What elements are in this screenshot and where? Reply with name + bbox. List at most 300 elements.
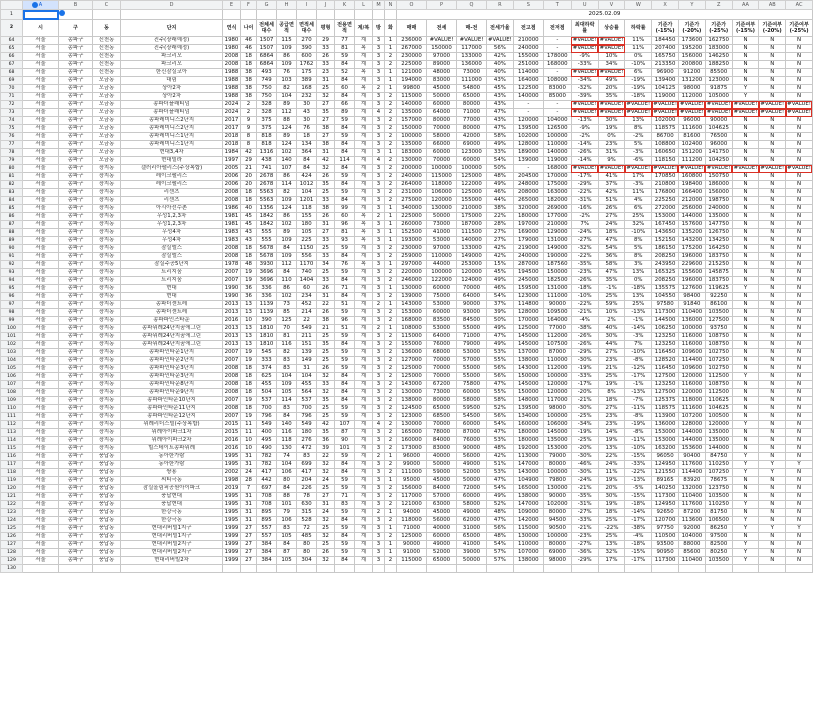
table-cell[interactable]: 2	[385, 109, 397, 117]
table-cell[interactable]: 오금동	[93, 101, 121, 109]
table-cell[interactable]: 계	[355, 373, 373, 381]
column-header-k[interactable]: K	[335, 1, 355, 10]
table-cell[interactable]: 184450	[652, 37, 679, 45]
table-cell[interactable]: 풍납동	[93, 493, 121, 501]
table-cell[interactable]: 서울	[23, 149, 59, 157]
row-number[interactable]: 1	[1, 10, 23, 20]
table-cell[interactable]: 115000	[397, 333, 427, 341]
table-cell[interactable]: 풍납현대	[121, 493, 223, 501]
table-cell[interactable]: 52%	[487, 405, 514, 413]
table-cell[interactable]: 장지동	[93, 277, 121, 285]
table-cell[interactable]: 63000	[427, 501, 457, 509]
table-cell[interactable]: N	[786, 237, 813, 245]
table-cell[interactable]: 서울	[23, 405, 59, 413]
table-cell[interactable]: 170000	[513, 317, 543, 325]
column-header-b[interactable]: B	[59, 1, 93, 10]
table-cell[interactable]: 잠실올림픽공원아이파크	[121, 485, 223, 493]
table-cell[interactable]: 3	[373, 525, 385, 533]
column-header-i[interactable]: I	[297, 1, 317, 10]
table-cell[interactable]: 0%	[598, 133, 625, 141]
table-cell[interactable]: 699	[297, 461, 317, 469]
table-cell[interactable]: 3	[373, 341, 385, 349]
table-cell[interactable]: 서울	[23, 157, 59, 165]
table-cell[interactable]: N	[732, 429, 759, 437]
table-cell[interactable]: 87	[335, 429, 355, 437]
table-cell[interactable]: 31	[241, 453, 257, 461]
table-cell[interactable]: N	[759, 293, 786, 301]
row-number[interactable]: 95	[1, 285, 23, 293]
table-cell[interactable]: 97000	[427, 53, 457, 61]
table-cell[interactable]: 149000	[457, 253, 487, 261]
table-cell[interactable]: 11	[241, 421, 257, 429]
table-cell[interactable]: N	[786, 509, 813, 517]
table-cell[interactable]: 계	[355, 357, 373, 365]
table-cell[interactable]: 153000	[397, 309, 427, 317]
table-cell[interactable]: 80	[297, 549, 317, 557]
table-cell[interactable]: 157600	[678, 221, 705, 229]
table-cell[interactable]: 121000	[397, 69, 427, 77]
table-cell[interactable]: N	[732, 493, 759, 501]
table-cell[interactable]: 152150	[652, 237, 679, 245]
table-cell[interactable]: 145000	[513, 341, 543, 349]
column-header-ab[interactable]: AB	[759, 1, 786, 10]
table-cell[interactable]: 208250	[652, 253, 679, 261]
table-cell[interactable]: 계	[355, 493, 373, 501]
table-cell[interactable]: 103500	[705, 309, 732, 317]
table-cell[interactable]: 41000	[457, 541, 487, 549]
table-cell[interactable]: 2%	[598, 317, 625, 325]
table-cell[interactable]: 송파구	[59, 397, 93, 405]
table-cell[interactable]: 송파구	[59, 325, 93, 333]
table-cell[interactable]: 27%	[598, 349, 625, 357]
table-cell[interactable]: 83000	[427, 77, 457, 85]
table-cell[interactable]: 10%	[598, 53, 625, 61]
table-cell[interactable]: 85600	[678, 549, 705, 557]
table-cell[interactable]: N	[786, 493, 813, 501]
table-cell[interactable]: 40000	[427, 453, 457, 461]
cell[interactable]	[598, 565, 625, 573]
row-number[interactable]: 118	[1, 469, 23, 477]
table-cell[interactable]: 1	[385, 37, 397, 45]
table-cell[interactable]: 97000	[427, 245, 457, 253]
table-cell[interactable]: 풍납동	[93, 557, 121, 565]
table-cell[interactable]: 108750	[705, 341, 732, 349]
table-cell[interactable]: 78000	[427, 429, 457, 437]
header-cell[interactable]: 계/복	[355, 20, 373, 37]
table-cell[interactable]: 113900	[652, 413, 679, 421]
table-cell[interactable]: 56000	[427, 517, 457, 525]
row-number[interactable]: 98	[1, 309, 23, 317]
table-cell[interactable]: 120000	[705, 421, 732, 429]
header-cell[interactable]: 단지	[121, 20, 223, 37]
column-header-d[interactable]: D	[121, 1, 223, 10]
table-cell[interactable]: 102750	[705, 365, 732, 373]
table-cell[interactable]: 서울	[23, 37, 59, 45]
table-cell[interactable]: -1%	[625, 317, 652, 325]
table-cell[interactable]: N	[786, 213, 813, 221]
table-cell[interactable]: 84	[335, 389, 355, 397]
table-cell[interactable]: 245000	[513, 277, 543, 285]
cell[interactable]	[121, 10, 223, 20]
table-cell[interactable]: 80000	[457, 125, 487, 133]
table-cell[interactable]: N	[786, 541, 813, 549]
table-cell[interactable]: 127500	[705, 317, 732, 325]
table-cell[interactable]: 55000	[457, 365, 487, 373]
table-cell[interactable]: N	[732, 133, 759, 141]
table-cell[interactable]: 1139	[257, 309, 277, 317]
table-cell[interactable]: 31	[241, 461, 257, 469]
table-cell[interactable]: 2008	[223, 365, 241, 373]
table-cell[interactable]: 109	[277, 45, 297, 53]
table-cell[interactable]: 89	[277, 133, 297, 141]
table-cell[interactable]: 서울	[23, 477, 59, 485]
table-cell[interactable]: 168000	[543, 61, 571, 69]
table-cell[interactable]: 25	[317, 413, 335, 421]
table-cell[interactable]: 125000	[457, 189, 487, 197]
table-cell[interactable]: 151200	[678, 149, 705, 157]
table-cell[interactable]: 96900	[652, 69, 679, 77]
table-cell[interactable]: 서울	[23, 445, 59, 453]
table-cell[interactable]: 49000	[457, 509, 487, 517]
table-cell[interactable]: 53000	[427, 237, 457, 245]
table-cell[interactable]: N	[732, 333, 759, 341]
table-cell[interactable]: 2006	[223, 173, 241, 181]
table-cell[interactable]: 동아한가람	[121, 453, 223, 461]
table-cell[interactable]: 697	[257, 485, 277, 493]
table-cell[interactable]: 114400	[678, 357, 705, 365]
table-cell[interactable]: 3	[373, 69, 385, 77]
table-cell[interactable]: 59	[335, 133, 355, 141]
row-number[interactable]: 64	[1, 37, 23, 45]
table-cell[interactable]: 50%	[487, 317, 514, 325]
table-cell[interactable]: 211	[297, 333, 317, 341]
table-cell[interactable]: 106	[277, 517, 297, 525]
table-cell[interactable]: 556	[297, 253, 317, 261]
table-cell[interactable]: 708	[257, 493, 277, 501]
table-cell[interactable]: 57%	[487, 549, 514, 557]
table-cell[interactable]: 58%	[487, 133, 514, 141]
table-cell[interactable]: #VALUE!	[733, 109, 758, 115]
table-cell[interactable]: 송파파인타운3단지	[121, 373, 223, 381]
table-cell[interactable]: 138000	[397, 397, 427, 405]
table-cell[interactable]: 신천동	[93, 61, 121, 69]
table-cell[interactable]: 3	[373, 373, 385, 381]
table-cell[interactable]: 112000	[678, 93, 705, 101]
table-cell[interactable]: 서울	[23, 93, 59, 101]
table-cell[interactable]: 120000	[427, 197, 457, 205]
table-cell[interactable]: 557	[257, 525, 277, 533]
table-cell[interactable]: 84	[335, 141, 355, 149]
row-number[interactable]: 79	[1, 157, 23, 165]
table-cell[interactable]: 417	[257, 469, 277, 477]
table-cell[interactable]: 31	[241, 501, 257, 509]
table-cell[interactable]: -23%	[571, 269, 598, 277]
table-cell[interactable]: N	[786, 133, 813, 141]
table-cell[interactable]: -33%	[571, 517, 598, 525]
table-cell[interactable]: 35%	[598, 277, 625, 285]
table-cell[interactable]: 25	[317, 349, 335, 357]
table-cell[interactable]: 3	[373, 381, 385, 389]
table-cell[interactable]: 2007	[223, 277, 241, 285]
table-cell[interactable]: 15%	[487, 261, 514, 269]
table-cell[interactable]: 27%	[598, 405, 625, 413]
table-cell[interactable]: 315	[297, 509, 317, 517]
table-cell[interactable]: 60000	[427, 101, 457, 109]
table-cell[interactable]: 52	[335, 69, 355, 77]
table-cell[interactable]: 송파구	[59, 389, 93, 397]
header-cell[interactable]: 전고점	[513, 20, 543, 37]
table-cell[interactable]: 서울	[23, 253, 59, 261]
table-cell[interactable]: 49%	[598, 77, 625, 85]
table-cell[interactable]: 계	[355, 349, 373, 357]
table-cell[interactable]: N	[759, 77, 786, 85]
table-cell[interactable]: 장지동	[93, 293, 121, 301]
table-cell[interactable]: Y	[732, 461, 759, 469]
row-number[interactable]: 116	[1, 453, 23, 461]
table-cell[interactable]: 상아2차	[121, 85, 223, 93]
table-cell[interactable]: 230000	[397, 53, 427, 61]
table-cell[interactable]: 43%	[487, 101, 514, 109]
table-cell[interactable]: 60000	[427, 309, 457, 317]
table-cell[interactable]: 서울	[23, 493, 59, 501]
table-cell[interactable]: 서울	[23, 285, 59, 293]
table-cell[interactable]: 2017	[223, 125, 241, 133]
table-cell[interactable]: 서울	[23, 277, 59, 285]
table-cell[interactable]: 71000	[397, 525, 427, 533]
table-cell[interactable]: 서울	[23, 101, 59, 109]
table-cell[interactable]: N	[759, 477, 786, 485]
table-cell[interactable]: 1	[385, 237, 397, 245]
table-cell[interactable]: 493	[257, 69, 277, 77]
header-cell[interactable]: 상승률	[598, 20, 625, 37]
table-cell[interactable]: 328	[257, 101, 277, 109]
row-number[interactable]: 99	[1, 317, 23, 325]
table-cell[interactable]: N	[759, 421, 786, 429]
table-cell[interactable]: N	[759, 261, 786, 269]
table-cell[interactable]: 47%	[487, 333, 514, 341]
row-number[interactable]: 68	[1, 69, 23, 77]
table-cell[interactable]: 서울	[23, 357, 59, 365]
table-cell[interactable]: 57000	[457, 357, 487, 365]
table-cell[interactable]: 서울	[23, 181, 59, 189]
table-cell[interactable]: 110	[277, 277, 297, 285]
table-cell[interactable]: 현대리버빌2지구	[121, 541, 223, 549]
table-cell[interactable]: 145000	[543, 429, 571, 437]
table-cell[interactable]: 3	[373, 437, 385, 445]
column-header-u[interactable]: U	[571, 1, 598, 10]
table-cell[interactable]: 풍납동	[93, 485, 121, 493]
table-cell[interactable]: 51	[335, 301, 355, 309]
table-cell[interactable]: 84	[335, 277, 355, 285]
table-cell[interactable]: 계	[355, 269, 373, 277]
table-cell[interactable]: 74	[277, 453, 297, 461]
cell[interactable]	[241, 565, 257, 573]
table-cell[interactable]: 장지동	[93, 221, 121, 229]
column-header-v[interactable]: V	[598, 1, 625, 10]
table-cell[interactable]: 104	[277, 461, 297, 469]
table-cell[interactable]: #VALUE!	[787, 101, 811, 107]
table-cell[interactable]: 2	[385, 557, 397, 565]
table-cell[interactable]: 서울	[23, 133, 59, 141]
table-cell[interactable]: 69000	[543, 549, 571, 557]
table-cell[interactable]: 1810	[257, 333, 277, 341]
table-cell[interactable]: 신천동	[93, 45, 121, 53]
row-number[interactable]: 85	[1, 205, 23, 213]
table-cell[interactable]: Y	[732, 453, 759, 461]
table-cell[interactable]: 25	[317, 405, 335, 413]
table-cell[interactable]: 3	[373, 549, 385, 557]
table-cell[interactable]: 풍납동	[93, 461, 121, 469]
table-cell[interactable]: 84	[335, 517, 355, 525]
table-cell[interactable]: 44000	[427, 261, 457, 269]
table-cell[interactable]: 계	[355, 557, 373, 565]
table-cell[interactable]: 2008	[223, 61, 241, 69]
table-cell[interactable]: 31	[317, 149, 335, 157]
table-cell[interactable]: 38	[317, 141, 335, 149]
table-cell[interactable]: 25	[317, 485, 335, 493]
table-cell[interactable]: 32	[317, 373, 335, 381]
table-cell[interactable]: 3	[373, 237, 385, 245]
table-cell[interactable]: 37%	[487, 301, 514, 309]
table-cell[interactable]: 2007	[223, 357, 241, 365]
table-cell[interactable]: -14%	[571, 141, 598, 149]
table-cell[interactable]: N	[759, 341, 786, 349]
table-cell[interactable]: 1988	[223, 85, 241, 93]
table-cell[interactable]: 송파구	[59, 533, 93, 541]
table-cell[interactable]: 계	[355, 277, 373, 285]
table-cell[interactable]: 110400	[678, 309, 705, 317]
table-cell[interactable]: -18%	[625, 501, 652, 509]
table-cell[interactable]: 90400	[678, 453, 705, 461]
table-cell[interactable]: 109	[277, 61, 297, 69]
table-cell[interactable]: 송파파인즈타운	[121, 317, 223, 325]
table-cell[interactable]: #VALUE!	[599, 101, 624, 107]
table-cell[interactable]: 46	[241, 45, 257, 53]
table-cell[interactable]: 계	[355, 141, 373, 149]
table-cell[interactable]: 106000	[543, 421, 571, 429]
table-cell[interactable]: 118000	[427, 181, 457, 189]
table-cell[interactable]: N	[759, 93, 786, 101]
table-cell[interactable]: 35	[317, 429, 335, 437]
table-cell[interactable]: 2678	[257, 173, 277, 181]
table-cell[interactable]: 45000	[427, 509, 457, 517]
table-cell[interactable]: #VALUE!	[733, 165, 758, 171]
table-cell[interactable]: 2002	[223, 469, 241, 477]
table-cell[interactable]: 28%	[487, 221, 514, 229]
row-number[interactable]: 123	[1, 509, 23, 517]
table-cell[interactable]: N	[759, 517, 786, 525]
table-cell[interactable]: 89	[277, 229, 297, 237]
table-cell[interactable]: N	[732, 213, 759, 221]
header-cell[interactable]: 평형	[317, 20, 335, 37]
date-cell[interactable]: 2025.02.09	[397, 10, 813, 20]
table-cell[interactable]: 장지동	[93, 429, 121, 437]
table-cell[interactable]: 219000	[513, 245, 543, 253]
table-cell[interactable]: 129000	[543, 229, 571, 237]
cell[interactable]	[385, 565, 397, 573]
table-cell[interactable]: 34%	[598, 61, 625, 69]
table-cell[interactable]: 130000	[397, 285, 427, 293]
table-cell[interactable]: 166400	[678, 189, 705, 197]
table-cell[interactable]: 1356	[257, 205, 277, 213]
table-cell[interactable]: 162750	[705, 37, 732, 45]
table-cell[interactable]: 48%	[487, 445, 514, 453]
row-number[interactable]: 86	[1, 213, 23, 221]
table-cell[interactable]: N	[759, 405, 786, 413]
table-cell[interactable]: 서울	[23, 189, 59, 197]
table-cell[interactable]: 서울	[23, 301, 59, 309]
table-cell[interactable]: 384	[257, 557, 277, 565]
table-cell[interactable]: 66	[335, 101, 355, 109]
table-cell[interactable]: 102000	[543, 501, 571, 509]
table-cell[interactable]: -26%	[571, 277, 598, 285]
table-cell[interactable]: 122500	[513, 85, 543, 93]
table-cell[interactable]: #VALUE!	[488, 37, 512, 43]
table-cell[interactable]: 143000	[397, 381, 427, 389]
table-cell[interactable]: 2016	[223, 317, 241, 325]
table-cell[interactable]: 246000	[397, 277, 427, 285]
table-cell[interactable]: Y	[732, 469, 759, 477]
table-cell[interactable]: #VALUE!	[706, 101, 731, 107]
table-cell[interactable]: 80250	[705, 549, 732, 557]
table-cell[interactable]: -4%	[625, 533, 652, 541]
table-cell[interactable]: 59	[335, 477, 355, 485]
table-cell[interactable]: 105	[277, 557, 297, 565]
table-cell[interactable]: -9%	[571, 53, 598, 61]
table-cell[interactable]: 84	[335, 373, 355, 381]
cell[interactable]	[625, 565, 652, 573]
table-cell[interactable]: 19	[241, 357, 257, 365]
table-cell[interactable]: 8	[241, 141, 257, 149]
table-cell[interactable]: 장지동	[93, 261, 121, 269]
row-number[interactable]: 125	[1, 525, 23, 533]
table-cell[interactable]: N	[732, 157, 759, 165]
table-cell[interactable]: 계	[355, 453, 373, 461]
table-cell[interactable]: N	[786, 277, 813, 285]
table-cell[interactable]: 장지동	[93, 269, 121, 277]
table-cell[interactable]: 27	[241, 533, 257, 541]
table-cell[interactable]: 54%	[487, 421, 514, 429]
table-cell[interactable]: #VALUE!	[572, 37, 597, 43]
table-cell[interactable]: 계	[355, 533, 373, 541]
table-cell[interactable]: 455	[297, 381, 317, 389]
table-cell[interactable]: 신천동	[93, 37, 121, 45]
row-number[interactable]: 92	[1, 261, 23, 269]
table-cell[interactable]: 116	[277, 341, 297, 349]
table-cell[interactable]: -4%	[571, 317, 598, 325]
table-cell[interactable]: 22	[317, 453, 335, 461]
table-cell[interactable]: 103	[277, 77, 297, 85]
header-cell[interactable]: 기준여부(-20%)	[759, 20, 786, 37]
table-cell[interactable]: 180	[297, 429, 317, 437]
table-cell[interactable]: 86	[277, 53, 297, 61]
table-cell[interactable]: 3	[373, 101, 385, 109]
table-cell[interactable]: 100000	[678, 325, 705, 333]
table-cell[interactable]: 서울	[23, 341, 59, 349]
table-cell[interactable]: #VALUE!	[706, 165, 731, 171]
table-cell[interactable]: 81	[277, 333, 297, 341]
table-cell[interactable]: 19%	[598, 437, 625, 445]
table-cell[interactable]: 3	[373, 533, 385, 541]
table-cell[interactable]: 57000	[427, 493, 457, 501]
table-cell[interactable]: 2	[385, 501, 397, 509]
table-cell[interactable]: 89	[335, 109, 355, 117]
table-cell[interactable]: 오금동	[93, 157, 121, 165]
table-cell[interactable]: 183000	[397, 149, 427, 157]
table-cell[interactable]: 390	[297, 45, 317, 53]
row-number[interactable]: 77	[1, 141, 23, 149]
table-cell[interactable]: 2	[373, 509, 385, 517]
